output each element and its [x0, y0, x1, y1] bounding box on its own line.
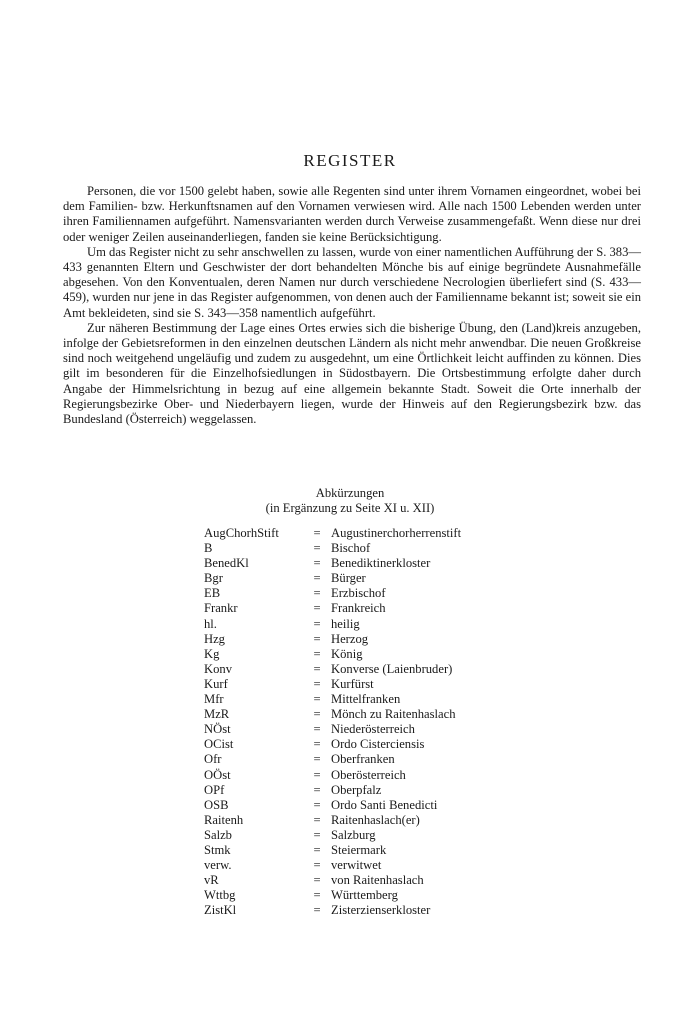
abbreviation-row	[204, 571, 461, 586]
abbreviation-row	[204, 601, 461, 616]
equals-sign: =	[313, 692, 321, 707]
abbreviation-row	[204, 677, 461, 692]
abbreviation-row	[204, 752, 461, 767]
abbreviation-meaning: Oberpfalz	[331, 782, 382, 797]
equals-sign: =	[313, 827, 321, 842]
abbreviation-term: EB	[204, 586, 221, 601]
abbreviation-row	[204, 828, 461, 843]
abbreviation-meaning: Mittelfranken	[331, 692, 401, 707]
abbreviation-meaning: Raitenhaslach(er)	[331, 812, 420, 827]
equals-sign: =	[313, 616, 321, 631]
abbreviation-row	[204, 662, 461, 677]
abbreviation-term: verw.	[204, 858, 232, 873]
abbreviation-row	[204, 903, 461, 918]
abbreviation-row	[204, 586, 461, 601]
abbreviation-row	[204, 707, 461, 722]
abbreviation-row	[204, 783, 461, 798]
abbreviations-subheading: (in Ergänzung zu Seite XI u. XII)	[265, 501, 435, 516]
abbreviation-row	[204, 647, 461, 662]
equals-sign: =	[313, 661, 321, 676]
abbreviation-term: Kg	[204, 646, 220, 661]
abbreviation-meaning: Steiermark	[331, 842, 387, 857]
abbreviation-row	[204, 692, 461, 707]
abbreviation-term: Mfr	[204, 692, 224, 707]
abbreviation-meaning: Oberfranken	[331, 752, 395, 767]
equals-sign: =	[313, 556, 321, 571]
abbreviations-heading: Abkürzungen	[315, 486, 385, 500]
abbreviation-row	[204, 873, 461, 888]
abbreviation-meaning: Bischof	[331, 541, 371, 556]
paragraph-scope: Um das Register nicht zu sehr anschwellen zu lassen, wurde von einer namentlichen Aufführung der S. 383—433 genannten Eltern und Geschwister der dort behandelten Mönche bis auf einige begründete Ausnahmefälle abgesehen. Von den Konventualen, deren Namen nur durch verschiedene Necrologien überliefert sind (S. 433—459), wurden nur jene in das Register aufgenommen, von denen auch der Familienname bekannt ist; soweit sie ein Amt bekleideten, sind sie S. 343—358 namentlich aufgeführt.	[63, 244, 641, 320]
abbreviation-term: BenedKl	[204, 556, 249, 571]
abbreviation-term: OPf	[204, 782, 225, 797]
equals-sign: =	[313, 752, 321, 767]
introduction-text	[63, 184, 641, 427]
abbreviations-heading-block	[0, 486, 700, 516]
equals-sign: =	[313, 888, 321, 903]
abbreviation-meaning: Erzbischof	[331, 586, 386, 601]
abbreviation-term: hl.	[204, 616, 217, 631]
equals-sign: =	[313, 903, 321, 918]
abbreviation-row	[204, 617, 461, 632]
equals-sign: =	[313, 586, 321, 601]
equals-sign: =	[313, 767, 321, 782]
abbreviations-table	[204, 526, 461, 918]
equals-sign: =	[313, 526, 321, 540]
abbreviation-row	[204, 541, 461, 556]
abbreviation-term: Bgr	[204, 571, 223, 586]
equals-sign: =	[313, 707, 321, 722]
abbreviation-term: OSB	[204, 797, 229, 812]
abbreviation-term: NÖst	[204, 722, 231, 737]
abbreviation-meaning: Württemberg	[331, 888, 398, 903]
equals-sign: =	[313, 722, 321, 737]
abbreviation-meaning: Konverse (Laienbruder)	[331, 661, 453, 676]
abbreviation-term: Stmk	[204, 842, 231, 857]
abbreviation-row	[204, 888, 461, 903]
abbreviation-term: Ofr	[204, 752, 222, 767]
abbreviation-meaning: Augustinerchorherrenstift	[331, 526, 462, 540]
abbreviation-row	[204, 798, 461, 813]
abbreviations-list	[204, 526, 461, 918]
abbreviation-term: Raitenh	[204, 812, 244, 827]
abbreviation-term: Hzg	[204, 631, 225, 646]
abbreviation-term: OCist	[204, 737, 234, 752]
abbreviation-row	[204, 843, 461, 858]
abbreviation-term: Konv	[204, 661, 232, 676]
abbreviation-meaning: verwitwet	[331, 858, 382, 873]
abbreviation-meaning: Ordo Cisterciensis	[331, 737, 425, 752]
equals-sign: =	[313, 631, 321, 646]
equals-sign: =	[313, 676, 321, 691]
abbreviation-meaning: Salzburg	[331, 827, 376, 842]
abbreviation-row	[204, 722, 461, 737]
abbreviation-meaning: von Raitenhaslach	[331, 873, 424, 888]
equals-sign: =	[313, 782, 321, 797]
equals-sign: =	[313, 646, 321, 661]
equals-sign: =	[313, 601, 321, 616]
abbreviation-meaning: Bürger	[331, 571, 366, 586]
abbreviation-meaning: König	[331, 646, 363, 661]
abbreviation-term: ZistKl	[204, 903, 237, 918]
equals-sign: =	[313, 737, 321, 752]
abbreviation-meaning: heilig	[331, 616, 360, 631]
abbreviation-term: Wttbg	[204, 888, 236, 903]
abbreviation-meaning: Mönch zu Raitenhaslach	[331, 707, 456, 722]
abbreviation-row	[204, 813, 461, 828]
paragraph-ordering: Personen, die vor 1500 gelebt haben, sowie alle Regenten sind unter ihrem Vornamen eingeordnet, wobei bei dem Familien- bzw. Herkunftsnamen auf den Vornamen verwiesen wird. Alle nach 1500 Lebenden werden unter ihren Familiennamen aufgeführt. Namensvarianten werden durch Verweise zusammengefaßt. Wenn diese nur drei oder weniger Zeilen auseinanderliegen, fanden sie keine Berücksichtigung.	[63, 184, 641, 244]
equals-sign: =	[313, 873, 321, 888]
abbreviation-term: Frankr	[204, 601, 238, 616]
abbreviation-term: Salzb	[204, 827, 232, 842]
abbreviation-row	[204, 768, 461, 783]
equals-sign: =	[313, 571, 321, 586]
abbreviation-row	[204, 632, 461, 647]
abbreviation-meaning: Zisterzienserkloster	[331, 903, 431, 918]
page-title: REGISTER	[303, 151, 397, 170]
paragraph-locations: Zur näheren Bestimmung der Lage eines Ortes erwies sich die bisherige Übung, den (Land)kreis anzugeben, infolge der Gebietsreformen in den einzelnen deutschen Ländern als nicht mehr anwendbar. Die neuen Großkreise sind noch weitgehend ungeläufig und zudem zu ausgedehnt, um eine Örtlichkeit leicht auffinden zu können. Dies gilt im besonderen für die Einzelhofsiedlungen in Südostbayern. Die Ortsbestimmung erfolgte daher durch Angabe der Himmelsrichtung in bezug auf eine allgemein bekannte Stadt. Soweit die Orte innerhalb der Regierungsbezirke Ober- und Niederbayern liegen, wurde der Hinweis auf den Regierungsbezirk bzw. das Bundesland (Österreich) weggelassen.	[63, 320, 641, 427]
abbreviation-row	[204, 737, 461, 752]
abbreviation-meaning: Niederösterreich	[331, 722, 415, 737]
abbreviation-row	[204, 556, 461, 571]
abbreviation-term: vR	[204, 873, 219, 888]
equals-sign: =	[313, 541, 321, 556]
abbreviation-meaning: Herzog	[331, 631, 369, 646]
abbreviation-row	[204, 858, 461, 873]
abbreviation-meaning: Frankreich	[331, 601, 386, 616]
abbreviation-row	[204, 526, 461, 541]
abbreviation-meaning: Ordo Santi Benedicti	[331, 797, 438, 812]
equals-sign: =	[313, 797, 321, 812]
abbreviation-meaning: Kurfürst	[331, 676, 374, 691]
abbreviation-term: AugChorhStift	[204, 526, 279, 540]
equals-sign: =	[313, 858, 321, 873]
abbreviation-meaning: Benediktinerkloster	[331, 556, 431, 571]
equals-sign: =	[313, 812, 321, 827]
abbreviation-term: Kurf	[204, 676, 228, 691]
abbreviation-term: MzR	[204, 707, 230, 722]
abbreviation-term: B	[204, 541, 213, 556]
abbreviation-term: OÖst	[204, 767, 231, 782]
equals-sign: =	[313, 842, 321, 857]
abbreviation-meaning: Oberösterreich	[331, 767, 406, 782]
